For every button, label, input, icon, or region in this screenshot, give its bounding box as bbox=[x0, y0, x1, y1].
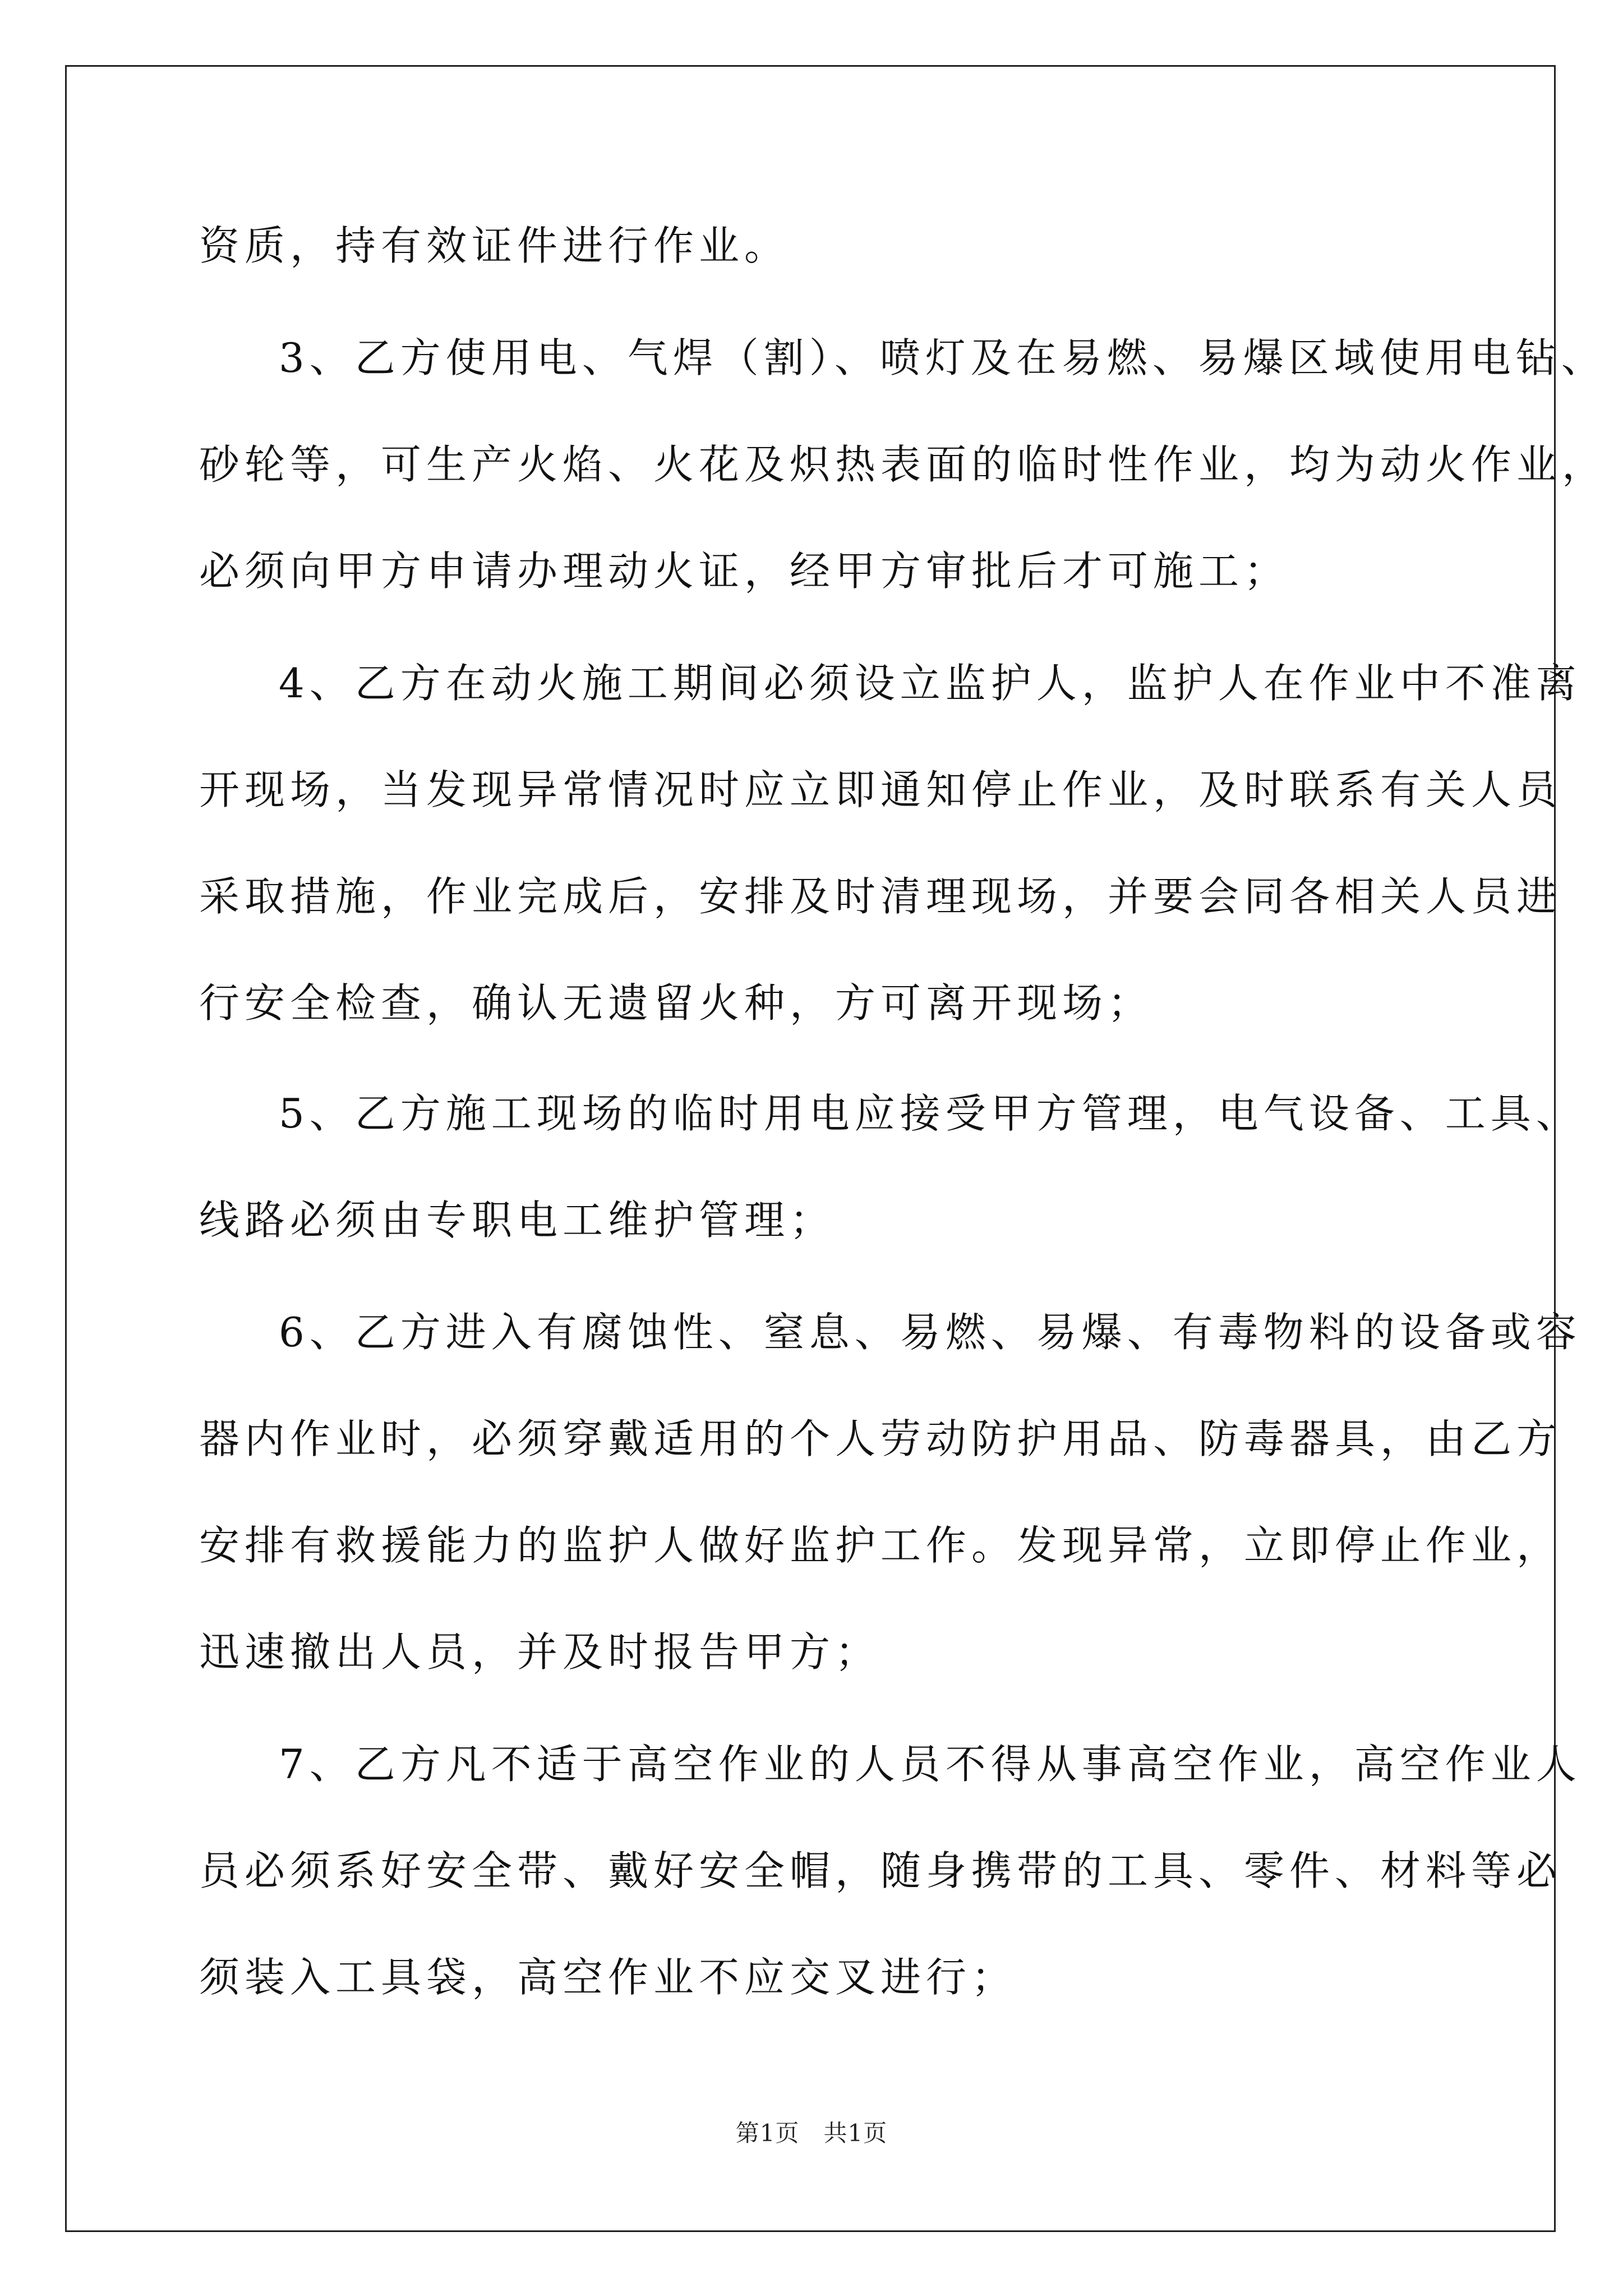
text-line: 采取措施，作业完成后，安排及时清理现场，并要会同各相关人员进 bbox=[199, 873, 1562, 920]
text-line: 行安全检查，确认无遗留火种，方可离开现场； bbox=[199, 979, 1154, 1027]
page-footer: 第1页 共1页 bbox=[735, 2119, 888, 2147]
text-line: 安排有救援能力的监护人做好监护工作。发现异常，立即停止作业， bbox=[199, 1522, 1562, 1569]
page-border bbox=[65, 65, 1556, 2232]
text-line: 5、乙方施工现场的临时用电应接受甲方管理，电气设备、工具、 bbox=[279, 1090, 1581, 1137]
text-line: 7、乙方凡不适于高空作业的人员不得从事高空作业，高空作业人 bbox=[279, 1741, 1581, 1788]
text-line: 员必须系好安全带、戴好安全帽，随身携带的工具、零件、材料等必 bbox=[199, 1847, 1562, 1894]
text-line: 开现场，当发现异常情况时应立即通知停止作业，及时联系有关人员 bbox=[199, 766, 1562, 813]
text-line: 迅速撤出人员，并及时报告甲方； bbox=[199, 1628, 881, 1676]
text-line: 3、乙方使用电、气焊（割）、喷灯及在易燃、易爆区域使用电钻、 bbox=[279, 334, 1607, 381]
text-line: 资质，持有效证件进行作业。 bbox=[199, 222, 790, 269]
text-line: 4、乙方在动火施工期间必须设立监护人，监护人在作业中不准离 bbox=[279, 660, 1581, 707]
text-line: 须装入工具袋，高空作业不应交叉进行； bbox=[199, 1954, 1017, 2001]
text-line: 6、乙方进入有腐蚀性、窒息、易燃、易爆、有毒物料的设备或容 bbox=[279, 1309, 1581, 1356]
text-line: 必须向甲方申请办理动火证，经甲方审批后才可施工； bbox=[199, 547, 1290, 595]
text-line: 砂轮等，可生产火焰、火花及炽热表面的临时性作业，均为动火作业， bbox=[199, 441, 1608, 488]
text-line: 器内作业时，必须穿戴适用的个人劳动防护用品、防毒器具，由乙方 bbox=[199, 1415, 1562, 1462]
text-line: 线路必须由专职电工维护管理； bbox=[199, 1197, 836, 1244]
